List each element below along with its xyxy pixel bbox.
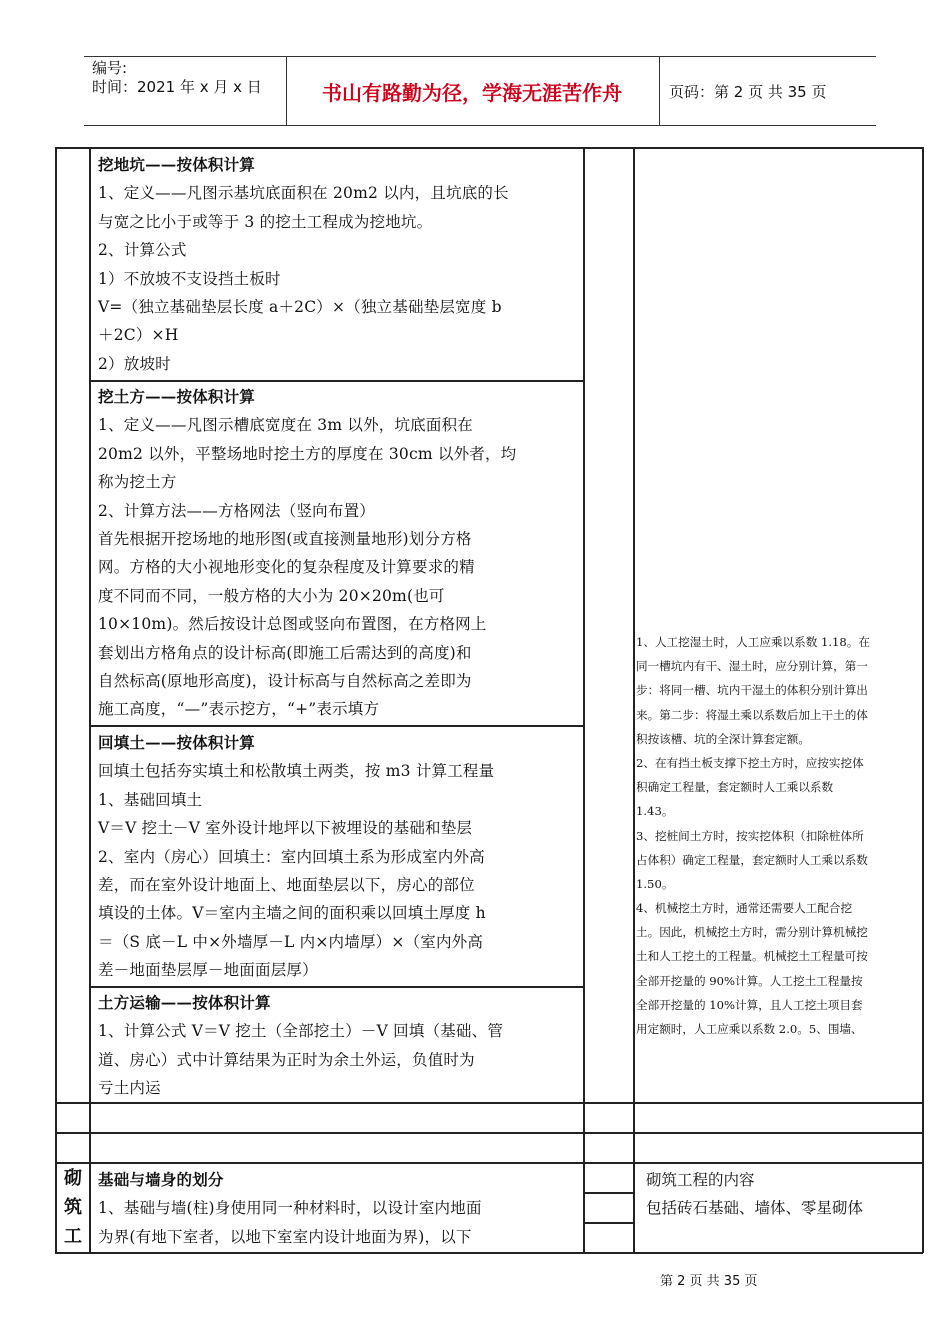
text-line: 差，而在室外设计地面上、地面垫层以下，房心的部位 [98,875,475,894]
text-line: 称为挖土方 [98,473,177,492]
note-line: 积确定工程量，套定额时人工乘以系数 [636,780,834,795]
text-line: ＝（S 底－L 中×外墙厚－L 内×内墙厚）×（室内外高 [98,932,484,951]
text-line: 10×10m)。然后按设计总图或竖向布置图，在方格网上 [98,615,487,634]
section-masonry [98,1166,482,1251]
text-line: 度不同而不同，一般方格的大小为 20×20m(也可 [98,586,445,605]
section-title: 回填土——按体积计算 [98,733,256,752]
note-line: 1.43。 [636,804,674,819]
text-line: 1、计算公式 V＝V 挖土（全部挖土）－V 回填（基础、管 [98,1022,504,1041]
page-header [84,56,876,126]
header-motto: 书山有路勤为径，学海无涯苦作舟 [322,80,622,105]
text-line: 1、基础回填土 [98,790,203,809]
text-line: 差－地面垫层厚－地面面层厚） [98,961,318,980]
side-char: 工 [64,1226,82,1247]
note-line: 积按该槽、坑的全深计算套定额。 [636,731,810,746]
note-line: 同一槽坑内有干、湿土时，应分别计算，第一 [636,659,868,674]
time-label: 时间：2021 年 x 月 x 日 [92,78,262,96]
section-transport [98,989,503,1103]
text-line: 2、计算公式 [98,241,187,260]
section-backfill [98,729,494,985]
section-earthwork [98,383,516,724]
text-line: 为界(有地下室者，以地下室室内设计地面为界)，以下 [98,1227,472,1246]
note-line: 1.50。 [636,876,674,891]
text-line: V＝V 挖土－V 室外设计地坪以下被埋设的基础和垫层 [98,819,473,838]
text-line: 1、定义——凡图示槽底宽度在 3m 以外，坑底面积在 [98,416,473,435]
text-line: 20m2 以外，平整场地时挖土方的厚度在 30cm 以外者，均 [98,444,517,463]
text-line: 与宽之比小于或等于 3 的挖土工程成为挖地坑。 [98,212,433,231]
note-line: 2、在有挡土板支撑下挖土方时，应按实挖体 [636,755,864,770]
text-line: 套划出方格角点的设计标高(即施工后需达到的高度)和 [98,643,472,662]
note-line: 土和人工挖土的工程量。机械挖土工程量可按 [636,949,868,964]
header-page-info: 页码：第 2 页 共 35 页 [669,82,827,101]
text-line: 道、房心）式中计算结果为正时为余土外运，负值时为 [98,1050,475,1069]
note-line: 来。第二步：将湿土乘以系数后加上干土的体 [636,707,868,722]
text-line: 1、基础与墙(柱)身使用同一种材料时，以设计室内地面 [98,1199,482,1218]
text-line: 2、计算方法——方格网法（竖向布置） [98,501,375,520]
note-line: 用定额时，人工应乘以系数 2.0。5、围墙、 [636,1022,863,1036]
text-line: 回填土包括夯实填土和松散填土两类，按 m3 计算工程量 [98,762,495,781]
text-line: 1）不放坡不支设挡土板时 [98,269,281,288]
text-line: 亏土内运 [98,1079,161,1098]
text-line: 2）放坡时 [98,354,171,373]
note-line: 全部开挖量的 90%计算。人工挖土工程量按 [636,973,863,988]
header-meta [92,59,262,97]
notes-column [636,630,870,1041]
section-title: 挖地坑——按体积计算 [98,155,256,174]
text-line: 施工高度，“—”表示挖方，“+”表示填方 [98,700,380,719]
section-title: 挖土方——按体积计算 [98,387,256,406]
number-label: 编号: [92,59,128,77]
note-line: 全部开挖量的 10%计算，且人工挖土项目套 [636,997,863,1012]
text-line: V=（独立基础垫层长度 a＋2C）×（独立基础垫层宽度 b [98,297,502,316]
text-line: 2、室内（房心）回填土：室内回填土系为形成室内外高 [98,847,485,866]
note-line: 步：将同一槽、坑内干湿土的体积分别计算出 [636,683,868,698]
text-line: 首先根据开挖场地的地形图(或直接测量地形)划分方格 [98,529,472,548]
text-line: 网。方格的大小视地形变化的复杂程度及计算要求的精 [98,558,475,577]
text-line: 1、定义——凡图示基坑底面积在 20m2 以内，且坑底的长 [98,184,509,203]
masonry-content [646,1166,863,1222]
page-footer: 第 2 页 共 35 页 [660,1274,758,1289]
masonry-content-title: 砌筑工程的内容 [646,1171,755,1189]
note-line: 占体积）确定工程量，套定额时人工乘以系数 [636,852,868,867]
text-line: 自然标高(原地形高度)，设计标高与自然标高之差即为 [98,671,472,690]
section-dig-pit [98,151,509,378]
note-line: 4、机械挖土方时，通常还需要人工配合挖 [636,901,853,916]
section-title: 土方运输——按体积计算 [98,993,271,1012]
note-line: 3、挖桩间土方时，按实挖体积（扣除桩体所 [636,828,864,843]
note-line: 土。因此，机械挖土方时，需分别计算机械挖 [636,925,868,940]
masonry-content-text: 包括砖石基础、墙体、零星砌体 [646,1199,864,1217]
section-title: 基础与墙身的划分 [98,1170,224,1189]
side-char: 砌 [64,1168,82,1189]
text-line: 填设的土体。V＝室内主墙之间的面积乘以回填土厚度 h [98,904,486,923]
text-line: ＋2C）×H [98,326,179,345]
masonry-side-label [60,1164,86,1251]
side-char: 筑 [64,1197,82,1218]
note-line: 1、人工挖湿土时，人工应乘以系数 1.18。在 [636,635,870,649]
